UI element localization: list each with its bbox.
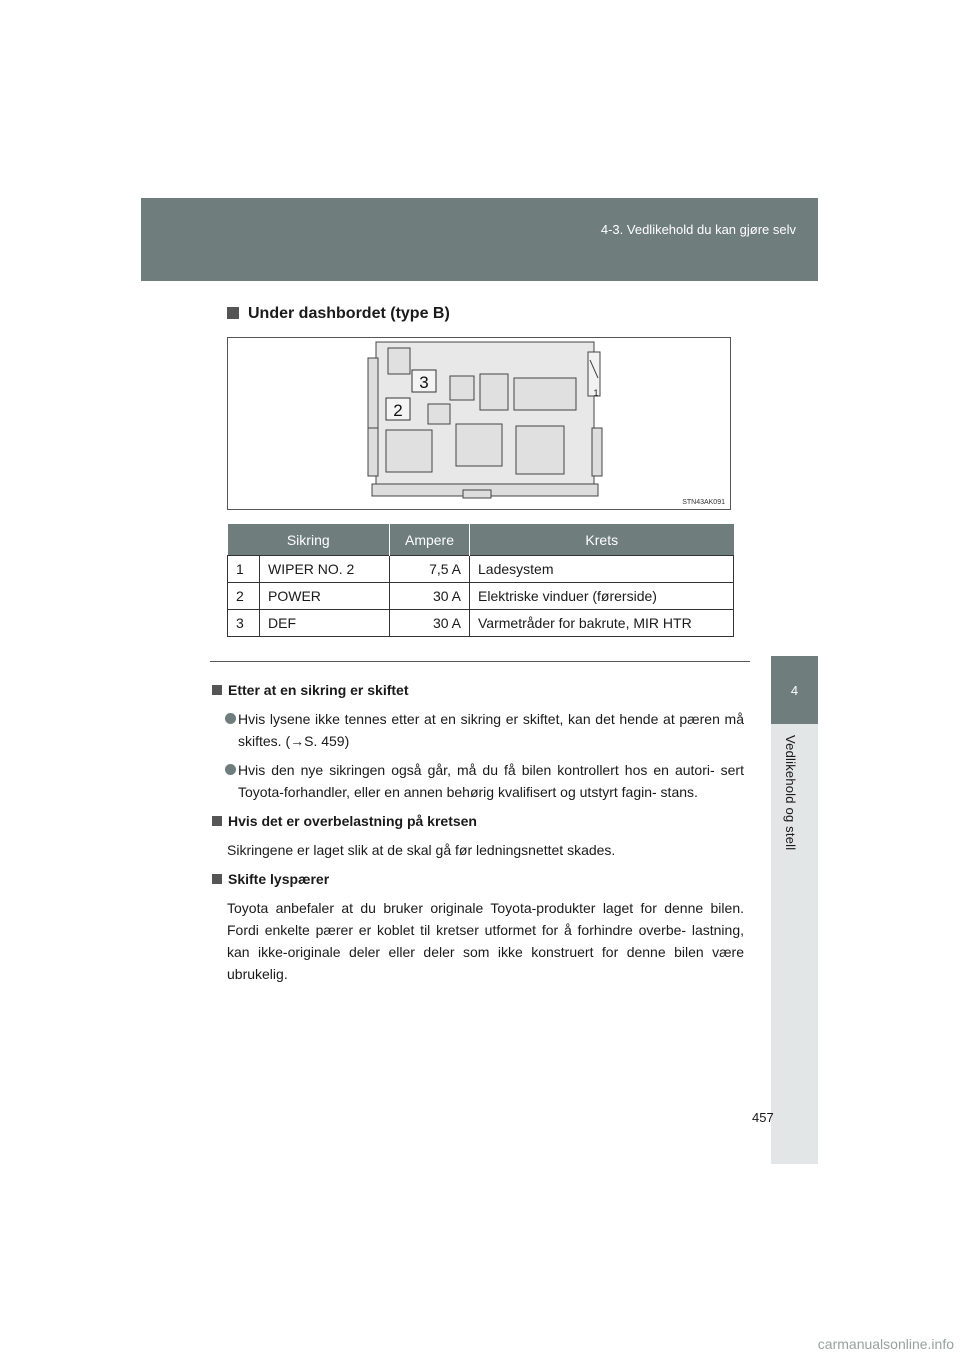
column-header-fuse: Sikring (228, 524, 390, 556)
chapter-tab (771, 656, 818, 724)
section-title (227, 305, 450, 323)
relay-block (388, 348, 410, 374)
relay-block (428, 404, 450, 424)
fuse-box-figure (227, 337, 731, 510)
fuse-name: DEF (260, 610, 390, 637)
square-bullet-icon (212, 685, 222, 695)
square-bullet-icon (212, 874, 222, 884)
housing-left-flange (368, 358, 378, 428)
figure-code: STN43AK091 (682, 499, 725, 506)
bullet-item (212, 759, 744, 803)
note-heading (212, 679, 744, 701)
column-header-ampere: Ampere (390, 524, 470, 556)
fuse-circuit: Elektriske vinduer (førerside) (470, 583, 734, 610)
square-bullet-icon (227, 307, 239, 319)
callout-2: 2 (393, 401, 403, 420)
page-number: 457 (752, 1110, 774, 1125)
notes-section (212, 679, 744, 992)
fuse-ampere: 30 A (390, 583, 470, 610)
fuse-box-diagram (228, 338, 730, 509)
circle-bullet-icon (225, 713, 236, 724)
callout-3: 3 (419, 373, 429, 392)
note-paragraph: Sikringene er laget slik at de skal gå før ledningsnettet skades. (227, 842, 616, 858)
note-heading (212, 810, 744, 832)
fuse-name: WIPER NO. 2 (260, 556, 390, 583)
bullet-text: Hvis lysene ikke tennes etter at en sikring er skiftet, kan det hende at pæren må skiftes. (→S. 459) (238, 711, 744, 749)
chapter-header-band (141, 198, 818, 281)
bullet-item (212, 708, 744, 752)
relay-block (480, 374, 508, 410)
fuse-name: POWER (260, 583, 390, 610)
housing-right-lower-flange (592, 428, 602, 476)
bullet-text: Hvis den nye sikringen også går, må du få bilen kontrollert hos en autori- sert Toyota-forhandler, eller en annen behørig kvalifisert og utstyrt fagin- stans. (238, 762, 744, 800)
note-heading (212, 868, 744, 890)
relay-block (514, 378, 576, 410)
fuse-circuit: Varmetråder for bakrute, MIR HTR (470, 610, 734, 637)
housing-bottom-tab (463, 490, 491, 498)
fuse-table (227, 524, 734, 637)
fuse-ampere: 30 A (390, 610, 470, 637)
fuse-number: 1 (228, 556, 260, 583)
section-title-text: Under dashbordet (type B) (248, 305, 450, 322)
chapter-number: 4 (790, 682, 799, 698)
fuse-number: 2 (228, 583, 260, 610)
fuse-circuit: Ladesystem (470, 556, 734, 583)
note-heading-text: Hvis det er overbelastning på kretsen (228, 813, 477, 829)
relay-block (450, 376, 474, 400)
relay-block (456, 424, 502, 466)
table-row (228, 610, 734, 637)
housing-left-lower-flange (368, 428, 378, 476)
table-header-row (228, 524, 734, 556)
relay-block (516, 426, 564, 474)
square-bullet-icon (212, 816, 222, 826)
relay-block (386, 430, 432, 472)
fuse-number: 3 (228, 610, 260, 637)
callout-1: 1 (593, 388, 599, 398)
watermark: carmanualsonline.info (817, 1336, 954, 1352)
chapter-title-vertical: Vedlikehold og stell (783, 735, 798, 851)
column-header-circuit: Krets (470, 524, 734, 556)
note-paragraph: Toyota anbefaler at du bruker originale Toyota-produkter laget for denne bilen. Fordi enkelte pærer er koblet til kretser utformet for å forhindre overbe- lastning, kan ikke-originale deler eller deler som ikke konstruert for denne bilen være ubrukelig. (227, 900, 744, 982)
circle-bullet-icon (225, 764, 236, 775)
section-divider (210, 661, 750, 662)
note-heading-text: Etter at en sikring er skiftet (228, 682, 409, 698)
fuse-ampere: 7,5 A (390, 556, 470, 583)
table-row (228, 556, 734, 583)
section-breadcrumb: 4-3. Vedlikehold du kan gjøre selv (600, 222, 796, 237)
table-row (228, 583, 734, 610)
note-heading-text: Skifte lyspærer (228, 871, 330, 887)
